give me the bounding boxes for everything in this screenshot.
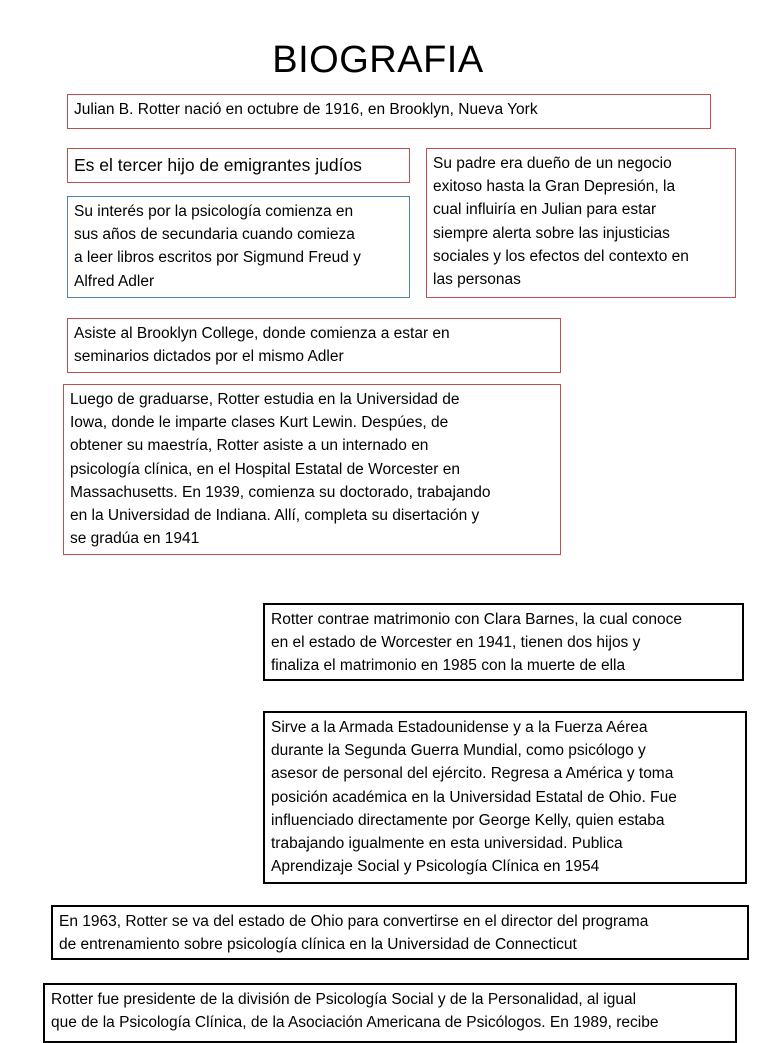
marriage-box: Rotter contrae matrimonio con Clara Barnes, la cual conoce en el estado de Worcester en 1941, tienen dos hijos y finaliza el matrimonio en 1985 con la muerte de ella: [263, 603, 744, 681]
birth-box: Julian B. Rotter nació en octubre de 1916, en Brooklyn, Nueva York: [67, 94, 711, 129]
presidency-box: Rotter fue presidente de la división de Psicología Social y de la Personalidad, al igual que de la Psicología Clínica, de la Asociación Americana de Psicólogos. En 1989, recibe: [43, 983, 737, 1043]
brooklyn-college-box: Asiste al Brooklyn College, donde comienza a estar en seminarios dictados por el mismo Adler: [67, 318, 561, 373]
connecticut-box: En 1963, Rotter se va del estado de Ohio para convertirse en el director del programa de entrenamiento sobre psicología clínica en la Universidad de Connecticut: [51, 905, 749, 960]
page-title: BIOGRAFIA: [272, 39, 484, 81]
interest-psychology-box: Su interés por la psicología comienza en sus años de secundaria cuando comieza a leer libros escritos por Sigmund Freud y Alfred Adler: [67, 196, 410, 298]
family-origin-box: Es el tercer hijo de emigrantes judíos: [67, 148, 410, 183]
graduate-studies-box: Luego de graduarse, Rotter estudia en la Universidad de Iowa, donde le imparte clases Kurt Lewin. Despúes, de obtener su maestría, Rotter asiste a un internado en psicología clínica, en el Hospital Estatal de Worcester en Massachusetts. En 1939, comienza su doctorado, trabajando en la Universidad de Indiana. Allí, completa su disertación y se gradúa en 1941: [63, 384, 561, 555]
military-service-box: Sirve a la Armada Estadounidense y a la Fuerza Aérea durante la Segunda Guerra Mundial, como psicólogo y asesor de personal del ejército. Regresa a América y toma posición académica en la Universidad Estatal de Ohio. Fue influenciado directamente por George Kelly, quien estaba trabajando igualmente en esta universidad. Publica Aprendizaje Social y Psicología Clínica en 1954: [263, 711, 747, 884]
father-business-box: Su padre era dueño de un negocio exitoso hasta la Gran Depresión, la cual influiría en Julian para estar siempre alerta sobre las injusticias sociales y los efectos del contexto en las personas: [426, 148, 736, 298]
